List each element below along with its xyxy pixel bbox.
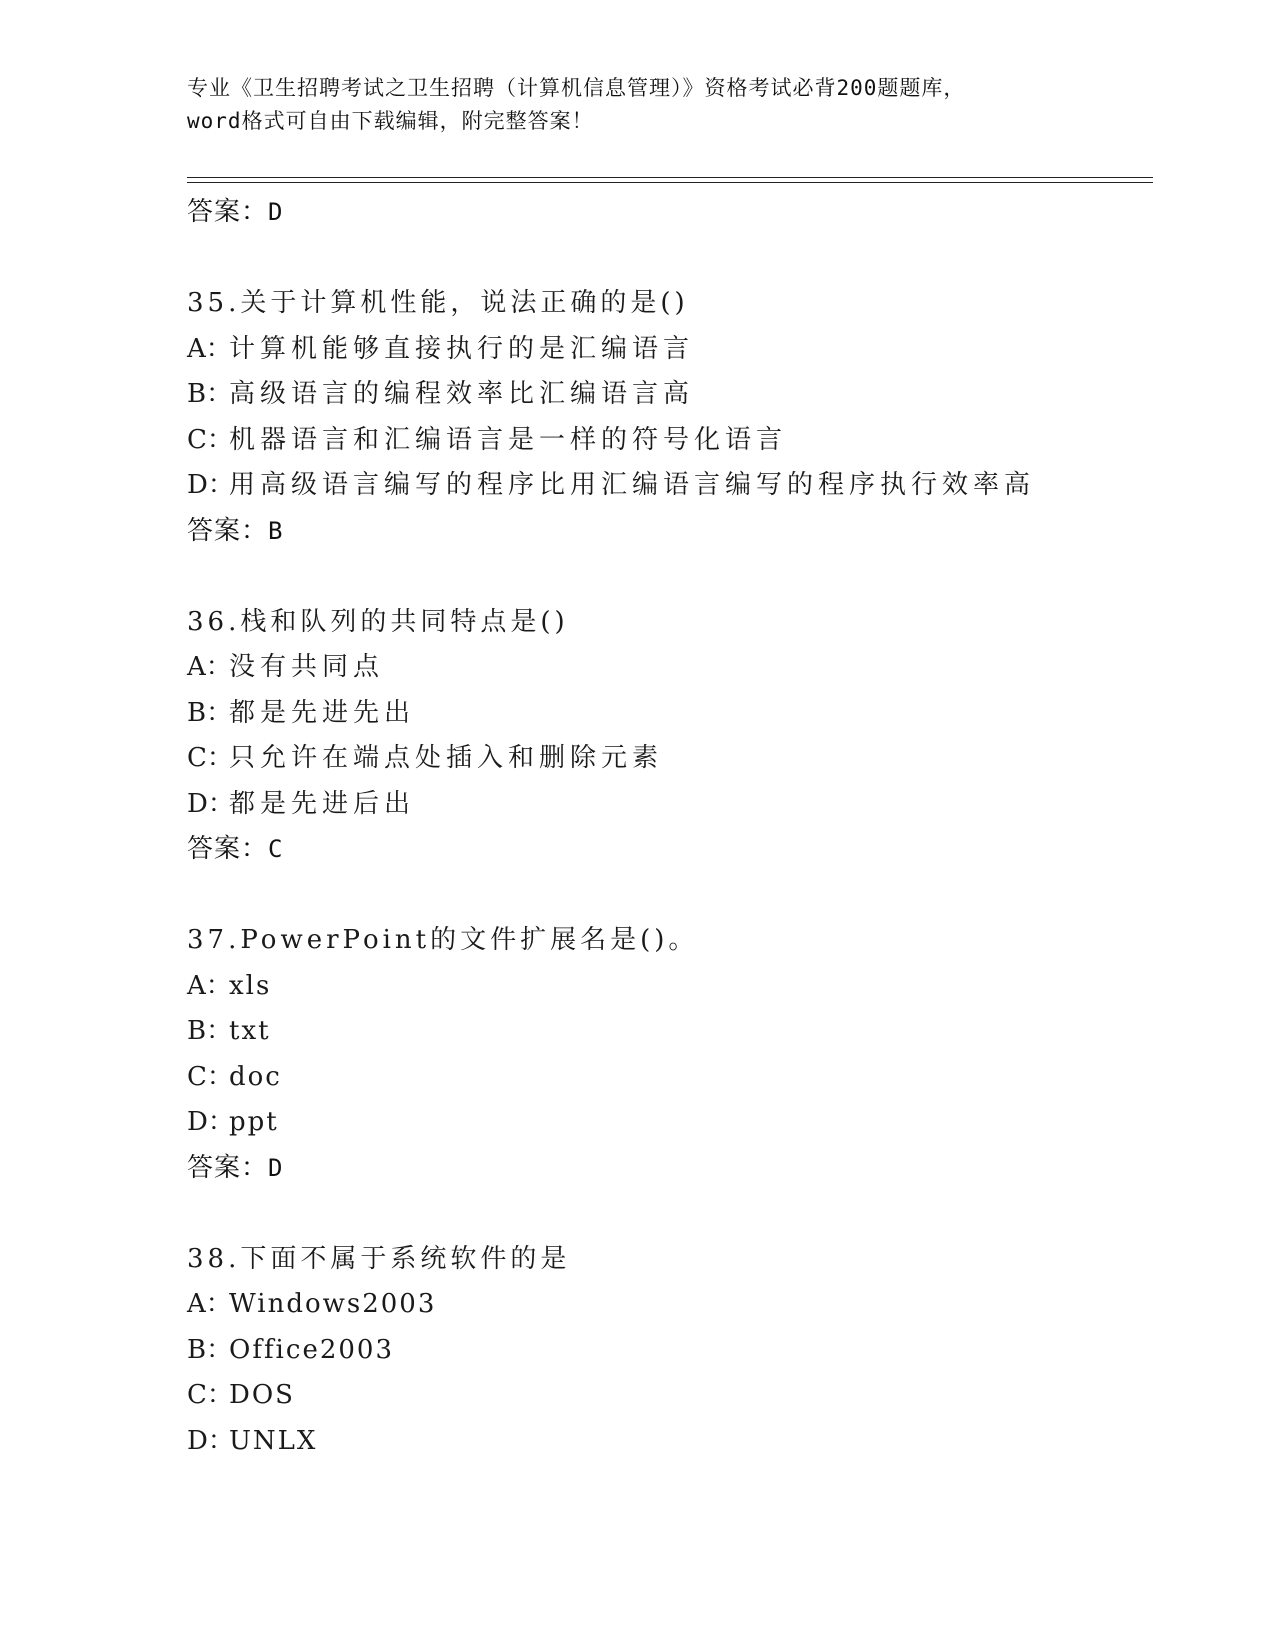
header-divider-bottom	[187, 182, 1153, 183]
answer-value: B	[268, 516, 284, 545]
answer-value: D	[268, 1153, 284, 1182]
option-key: A：	[187, 333, 232, 364]
option-key: B：	[187, 1016, 233, 1046]
option-c	[187, 1055, 1167, 1101]
option-text: 用高级语言编写的程序比用汇编语言编写的程序执行效率高	[229, 470, 1036, 500]
question-list	[187, 190, 1167, 1464]
option-key: A：	[187, 652, 232, 682]
option-key: A：	[187, 970, 232, 1001]
option-b	[187, 1009, 1167, 1055]
option-text: Office2003	[229, 1334, 394, 1365]
option-text: Windows2003	[229, 1289, 437, 1319]
option-b	[187, 1328, 1167, 1374]
answer-label: 答案：	[187, 1152, 269, 1183]
header-line-1: 专业《卫生招聘考试之卫生招聘（计算机信息管理）》资格考试必背200题题库，	[187, 76, 966, 100]
option-text: 计算机能够直接执行的是汇编语言	[229, 333, 695, 364]
question-stem: 36.栈和队列的共同特点是()	[187, 606, 569, 637]
option-key: C：	[187, 424, 233, 455]
option-key: C：	[187, 1061, 233, 1092]
option-key: D：	[187, 1107, 234, 1137]
option-key: B：	[187, 1334, 233, 1365]
option-key: C：	[187, 1380, 233, 1410]
header-line-2: word格式可自由下载编辑，附完整答案！	[187, 109, 594, 133]
answer-line	[187, 827, 1167, 872]
option-text: 都是先进后出	[229, 788, 416, 819]
answer-label: 答案：	[187, 834, 269, 864]
answer-line	[187, 509, 1167, 554]
option-b	[187, 372, 1167, 418]
option-a	[187, 645, 1167, 691]
answer-value: C	[268, 835, 284, 863]
option-text: 只允许在端点处插入和删除元素	[229, 743, 664, 773]
option-d	[187, 782, 1167, 828]
option-c	[187, 1373, 1167, 1419]
option-c	[187, 418, 1167, 464]
answer-line	[187, 1146, 1167, 1191]
option-text: ppt	[229, 1107, 279, 1137]
option-d	[187, 1419, 1167, 1465]
document-header	[187, 72, 1087, 138]
question-block	[187, 1237, 1167, 1465]
option-text: doc	[229, 1061, 282, 1092]
header-divider-top	[187, 177, 1153, 178]
option-text: 机器语言和汇编语言是一样的符号化语言	[229, 424, 788, 455]
option-key: C：	[187, 743, 233, 773]
option-key: A：	[187, 1289, 232, 1319]
option-d	[187, 1100, 1167, 1146]
option-text: 都是先进先出	[229, 697, 416, 728]
answer-line	[187, 190, 1167, 235]
option-d	[187, 463, 1167, 509]
question-block	[187, 918, 1167, 1191]
answer-value: D	[268, 198, 284, 226]
option-text: 没有共同点	[229, 652, 385, 682]
option-text: 高级语言的编程效率比汇编语言高	[229, 379, 695, 409]
option-text: txt	[229, 1016, 271, 1046]
question-stem: 37.PowerPoint的文件扩展名是()。	[187, 925, 699, 955]
question-block	[187, 600, 1167, 873]
option-text: DOS	[229, 1380, 295, 1410]
question-block	[187, 281, 1167, 554]
option-a	[187, 327, 1167, 373]
option-a	[187, 964, 1167, 1010]
option-c	[187, 736, 1167, 782]
option-b	[187, 691, 1167, 737]
question-stem: 38.下面不属于系统软件的是	[187, 1243, 571, 1274]
option-key: D：	[187, 788, 234, 819]
answer-label: 答案：	[187, 197, 269, 227]
option-key: D：	[187, 1425, 234, 1456]
option-key: B：	[187, 379, 233, 409]
answer-label: 答案：	[187, 515, 269, 546]
option-text: xls	[229, 970, 272, 1001]
option-text: UNLX	[229, 1425, 318, 1456]
option-key: D：	[187, 470, 234, 500]
option-a	[187, 1282, 1167, 1328]
option-key: B：	[187, 697, 233, 728]
question-stem: 35.关于计算机性能，说法正确的是()	[187, 288, 689, 318]
